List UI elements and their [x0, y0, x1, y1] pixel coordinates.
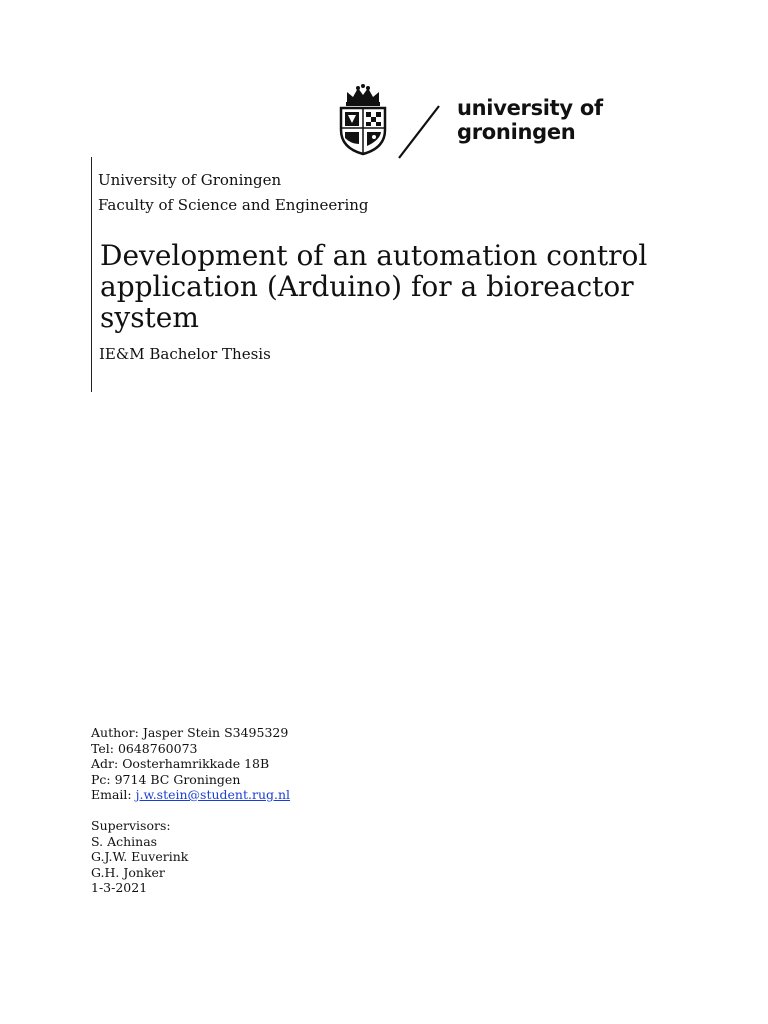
tel-line: Tel: 0648760073: [91, 740, 198, 756]
wordmark-line-2: groningen: [457, 120, 576, 144]
supervisors-heading: Supervisors:: [91, 818, 171, 833]
wordmark-line-1: university of: [457, 96, 603, 120]
author-info-block: [91, 725, 290, 896]
supervisor-name: G.J.W. Euverink: [91, 849, 189, 864]
author-line: Author: Jasper Stein S3495329: [91, 725, 289, 740]
supervisor-name: S. Achinas: [91, 833, 158, 849]
postcode-line: Pc: 9714 BC Groningen: [91, 771, 241, 787]
institution-block: [98, 168, 369, 218]
email-line: [91, 787, 290, 803]
university-wordmark: [457, 96, 603, 144]
date-line: 1-3-2021: [91, 880, 148, 895]
vertical-rule: [91, 157, 92, 392]
email-label: Email:: [91, 787, 136, 802]
supervisor-name: G.H. Jonker: [91, 864, 165, 880]
address-line: Adr: Oosterhamrikkade 18B: [91, 756, 270, 771]
email-link[interactable]: j.w.stein@student.rug.nl: [135, 787, 291, 802]
divider-slash-icon: [395, 102, 445, 160]
crest-icon: [335, 84, 391, 156]
thesis-subtitle: IE&M Bachelor Thesis: [99, 345, 271, 363]
university-logo: [335, 84, 625, 160]
thesis-title: Development of an automation control application (Arduino) for a bioreactor system: [100, 239, 648, 334]
institution-name: University of Groningen: [98, 171, 282, 189]
faculty-name: Faculty of Science and Engineering: [98, 196, 369, 214]
